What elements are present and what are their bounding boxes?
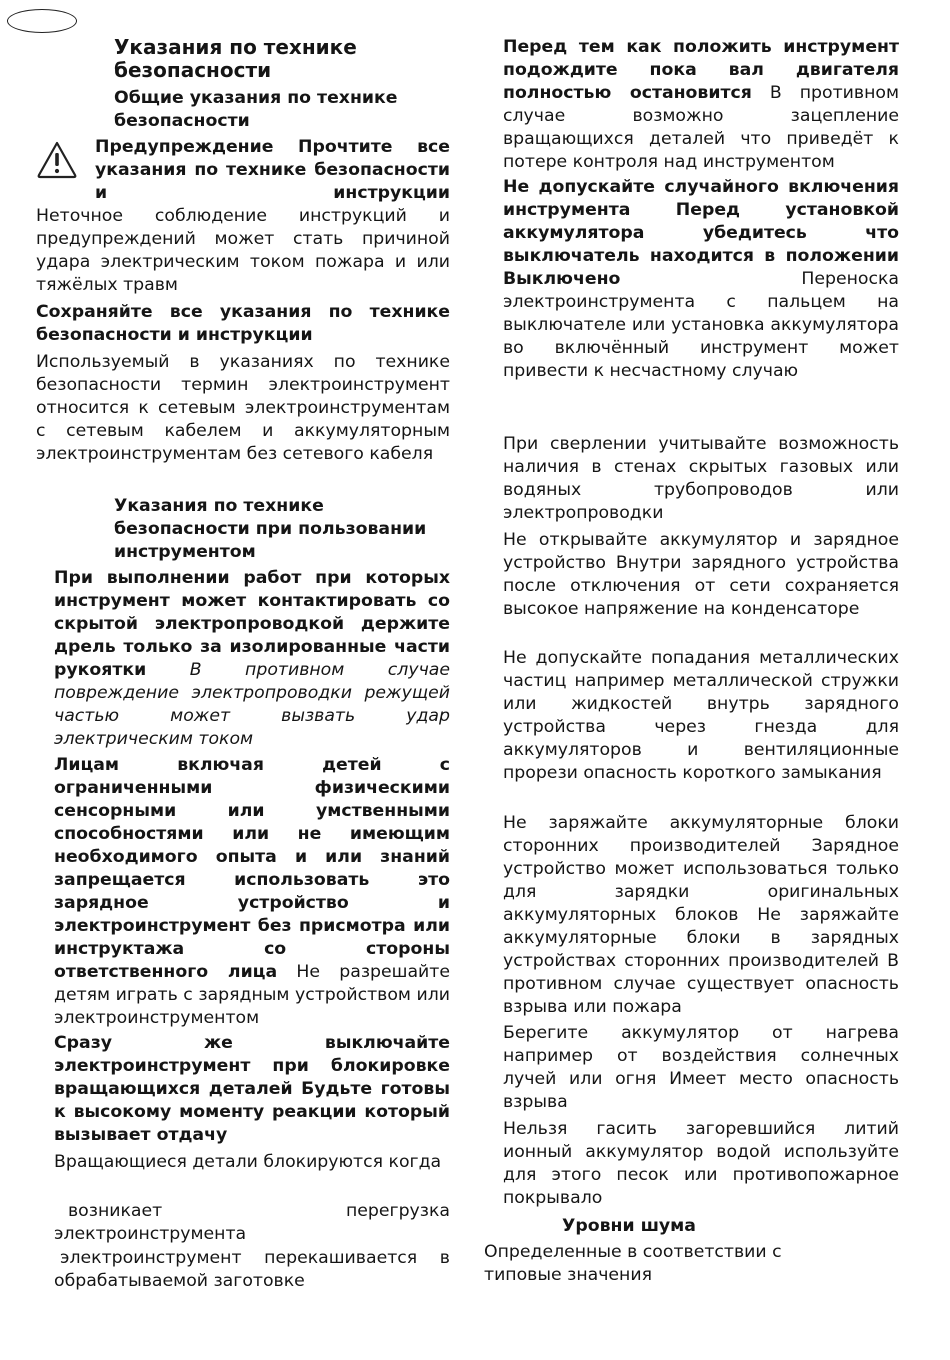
put-down-normal: В противном случае возможно зацепление вращающихся деталей что приведёт к потере контроля над инструментом: [503, 83, 899, 172]
hidden-wiring-bold: При выполнении работ при которых инструмент может контактировать со скрытой электропроводкой держите дрель только за изолированные части рукоятки: [54, 568, 450, 680]
persons-bold: Лицам включая детей с ограниченными физическими сенсорными или умственными способностями или не имеющим необходимого опыта и или знаний запрещается использовать это зарядное устройство и электроинструмент без присмотра или инструктажа со стороны ответственного лица: [54, 755, 450, 982]
noise-heading: Уровни шума: [562, 1216, 696, 1236]
put-down-bold: Перед тем как положить инструмент подождите пока вал двигателя полностью остановится: [503, 37, 899, 103]
noise-text: Определенные в соответствии с типовые значения: [484, 1242, 782, 1285]
keep-instructions-heading: Сохраняйте все указания по технике безопасности и инструкции: [36, 302, 450, 345]
switch-off-bold: Сразу же выключайте электроинструмент при блокировке вращающихся деталей Будьте готовы к высокому моменту реакции который вызывает отдачу: [54, 1033, 450, 1145]
warning-icon: [36, 140, 78, 180]
warning-text: Неточное соблюдение инструкций и предупреждений может стать причиной удара электрическим током пожара и или тяжёлых травм: [36, 206, 450, 295]
overload-text: возникает перегрузка электроинструмента: [54, 1201, 450, 1244]
page-marker-oval: [7, 9, 77, 33]
power-tool-term-text: Используемый в указаниях по технике безопасности термин электроинструмент относится к сетевым электроинструментам с сетевым кабелем и аккумуляторным электроинструментам без сетевого кабеля: [36, 352, 450, 464]
hidden-wiring-paragraph: [54, 567, 450, 751]
persons-paragraph: [54, 754, 450, 1030]
put-down-paragraph: [503, 36, 899, 174]
no-start-normal: Переноска электроинструмента с пальцем на выключателе или установка аккумулятора во включённый инструмент может привести к несчастному случаю: [503, 269, 899, 381]
fire-text: Нельзя гасить загоревшийся литий ионный аккумулятор водой используйте для этого песок или противопожарное покрывало: [503, 1119, 899, 1208]
no-start-paragraph: [503, 176, 899, 383]
skew-text: электроинструмент перекашивается в обрабатываемой заготовке: [54, 1248, 450, 1291]
drilling-text: При сверлении учитывайте возможность наличия в стенах скрытых газовых или водяных трубопроводов или электропроводки: [503, 434, 899, 523]
sub-title: Общие указания по технике безопасности: [114, 88, 398, 131]
no-start-bold: Не допускайте случайного включения инструмента Перед установкой аккумулятора убедитесь что выключатель находится в положении Выключено: [503, 177, 899, 289]
battery-open-text: Не открывайте аккумулятор и зарядное устройство Внутри зарядного устройства после отключения от сети сохраняется высокое напряжение на конденсаторе: [503, 530, 899, 619]
persons-normal: Не разрешайте детям играть с зарядным устройством или электроинструментом: [54, 962, 450, 1028]
metal-particles-text: Не допускайте попадания металлических частиц например металлической стружки или жидкостей внутрь зарядного устройства через гнезда для аккумуляторов и вентиляционные прорези опасность короткого замыкания: [503, 648, 899, 783]
heat-text: Берегите аккумулятор от нагрева например от воздействия солнечных лучей или огня Имеет место опасность взрыва: [503, 1023, 899, 1112]
hidden-wiring-italic: В противном случае повреждение электропроводки режущей частью может вызвать удар электрическим током: [54, 660, 451, 749]
main-title: Указания по технике безопасности: [114, 35, 357, 82]
usage-heading: Указания по технике безопасности при пользовании инструментом: [114, 496, 427, 562]
warning-heading: Предупреждение Прочтите все указания по технике безопасности и инструкции: [95, 137, 450, 203]
foreign-battery-text: Не заряжайте аккумуляторные блоки сторонних производителей Зарядное устройство может использоваться только для зарядки оригинальных аккумуляторных блоков Не заряжайте аккумуляторные блоки в зарядных устройствах сторонних производителей В противном случае существует опасность взрыва или пожара: [503, 813, 899, 1017]
rotating-parts-text: Вращающиеся детали блокируются когда: [54, 1152, 442, 1172]
